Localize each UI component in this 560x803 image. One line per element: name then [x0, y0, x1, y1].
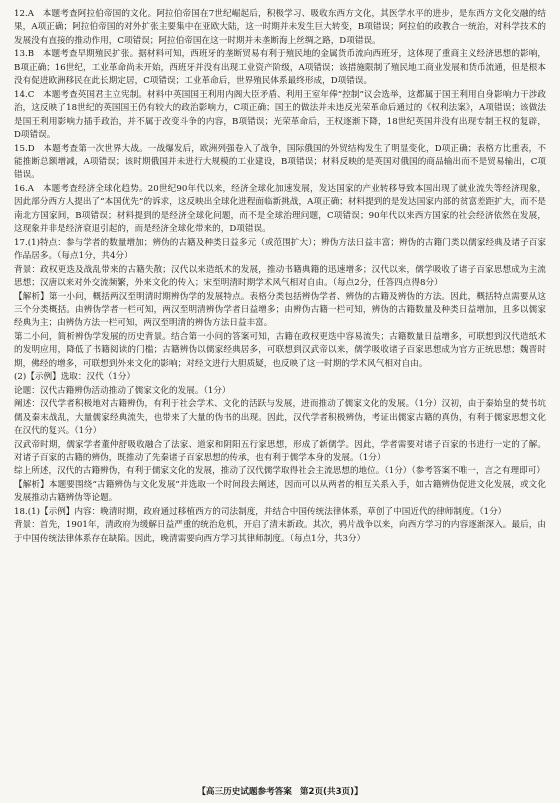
answer-paragraph: (2)【示例】选取：汉代（1分）: [14, 372, 136, 383]
answer-paragraph: 18.(1)【示例】内容：晚清时期，政府通过移植西方的司法制度，并结合中国传统法律体系，草创了中国近代的律师制度。（1分）: [14, 506, 507, 517]
footer-title: 【高三历史试题参考答案: [197, 787, 292, 797]
answer-paragraph: 12.A 本题考查阿拉伯帝国的文化。阿拉伯帝国在7世纪崛起后，积极学习、吸收东西方文化，其医学水平的进步，是东西方文化交融的结果，A项正确；阿拉伯帝国的对外扩张主要集中在亚欧大陆，这一时期并未发生巨大转变，B项错误；阿拉伯的政教合一统治，对科学技术的发展没有直接的推动作用，C项错误；阿拉伯帝国在这一时期并未垄断海上丝绸之路，D项错误。: [14, 9, 546, 46]
answer-paragraph: 14.C 本题考查英国君主立宪制。材料中英国国王利用内阁大臣矛盾、利用王室年俸“控制”议会选举，这都属于国王利用自身影响力干涉政治，这反映了18世纪的英国国王仍有较大的政治影响力，C项正确；国王的做法并未违反光荣革命后通过的《权利法案》，A项错误；该做法是国王利用影响力插手政治，并不属于改变斗争的内容，B项错误；光荣革命后，王权逐渐下降，18世纪英国并没有出现专制王权的复辟，D项错误。: [14, 89, 546, 141]
answer-paragraph: 【解析】本题要围绕“古籍辨伪与文化发展”并选取一个时间段去阐述，因而可以从两者的相互关系入手，如古籍辨伪促进文化发展，或文化发展推动古籍辨伪等论题。: [14, 479, 546, 504]
answer-paragraph: 阐述：汉代学者积极地对古籍辨伪，有利于社会学术、文化的活跃与发展，进而推动了儒家文化的发展。（1分）汉初，由于秦始皇的焚书坑儒及秦末战乱，大量儒家经典流失，也带来了大量的伪书的出现。因此，汉代学者积极辨伪，考证出儒家古籍的真伪，有利于儒家思想文化在汉代的复兴。（1分）: [14, 399, 546, 437]
answer-paragraph: 论题：汉代古籍辨伪活动推动了儒家文化的发展。（1分）: [14, 385, 231, 396]
answer-paragraph: 汉武帝时期，儒家学者董仲舒吸收融合了法家、道家和阴阳五行家思想，形成了新儒学。因此，学者需要对诸子百家的书进行一定的了解。对诸子百家的古籍的辨伪，既推动了先秦诸子百家思想的传承，也有利于儒学本身的发展。（1分）: [14, 439, 546, 463]
answer-paragraph: 17.(1)特点：参与学者的数量增加；辨伪的古籍及种类日益多元（或范围扩大）；辨伪方法日益丰富；辨伪的古籍门类以儒家经典及诸子百家作品居多。（每点1分，共4分）: [14, 237, 546, 262]
answer-paragraph: 第二小问，简析辨伪学发展的历史背景。结合第一小问的答案可知，古籍在政权更迭中容易流失；古籍数量日益增多，可联想到汉代造纸术的发明应用，降低了书籍阅读的门槛；古籍辨伪以儒家经典居多，可联想到汉武帝以来，儒学吸收诸子百家思想成为官方正统思想；魏晋时期，佛经的增多，可联想到外来文化的影响；对经文进行大胆质疑，也反映了这一时期的学术风气相对自由。: [14, 331, 546, 369]
answer-paragraph: 综上所述，汉代的古籍辨伪，有利于儒家文化的发展，推动了汉代儒学取得社会主流思想的地位。（1分）（参考答案不唯一，言之有理即可）: [14, 466, 545, 477]
answer-paragraph: 16.A 本题考查经济全球化趋势。20世纪90年代以来，经济全球化加速发展，发达国家的产业转移导致本国出现了就业流失等经济现象，因此部分西方人提出了“本国优先”的诉求，这反映出全球化进程面临新挑战，A项正确；材料提到的是发达国家内部的贫富差距扩大，而不是南北方国家间，B项错误；材料提到的是经济全球化问题，而不是全球治理问题，C项错误；90年代以来西方国家的社会经济依然在发展，这现象并非是经济衰退引起的，而是经济全球化带来的，D项错误。: [14, 183, 546, 235]
answer-paragraph: 【解析】第一小问，概括两汉至明清时期辨伪学的发展特点。表格分类包括辨伪学者、辨伪的古籍及辨伪的方法。因此，概括特点需要从这三个分类概括。由辨伪学者一栏可知，两汉至明清辨伪学者日益增多；由辨伪古籍一栏可知，辨伪的古籍数量及种类日益增加，且多以儒家经典为主；由辨伪方法一栏可知，两汉至明清的辨伪方法日益丰富。: [14, 291, 546, 329]
footer-page-number: 第2页(共3页)】: [299, 787, 363, 797]
answer-paragraph: 13.B 本题考查早期殖民扩张。据材料可知，西班牙的垄断贸易有利于殖民地的金属货币流向西班牙，这体现了重商主义经济思想的影响，B项正确；16世纪，工业革命尚未开始，西班牙并没有出现工业资产阶级，A项错误；该措施限制了殖民地工商业发展和货币流通，但是根本没有促进欧洲移民在此长期定居，C项错误；工业革命后，世界殖民体系最终形成，D项错误。: [14, 49, 546, 87]
answer-paragraph: 15.D 本题考查第一次世界大战。一战爆发后，欧洲列强卷入了战争，国际俄国的外贸结构发生了明显变化，D项正确；表格方比重表，不能推断总额增减，A项错误；该时期俄国并未进行大规模的工业建设，B项错误；材料反映的是英国对俄国的商品输出而不是贸易输出，C项错误。: [14, 143, 546, 181]
answer-paragraph: 背景：政权更迭及战乱带来的古籍失散；汉代以来造纸术的发展，推动书籍典籍的迅速增多；汉代以来，儒学吸收了诸子百家思想成为主流思想；汉唐以来对外交流频繁，外来文化的传入；宋至明清时期学术风气相对自由。（每点2分，任答四点得8分）: [14, 264, 546, 289]
page-footer: [0, 785, 560, 797]
answer-content: [14, 8, 546, 546]
answer-paragraph: 背景：首先，1901年，清政府为缓解日益严重的统治危机，开启了清末新政。其次，鸦片战争以来，向西方学习的内容逐渐深入。最后，由于中国传统法律体系存在缺陷。因此，晚清需要向西方学习其律师制度。（每点1分，共3分）: [14, 520, 546, 544]
